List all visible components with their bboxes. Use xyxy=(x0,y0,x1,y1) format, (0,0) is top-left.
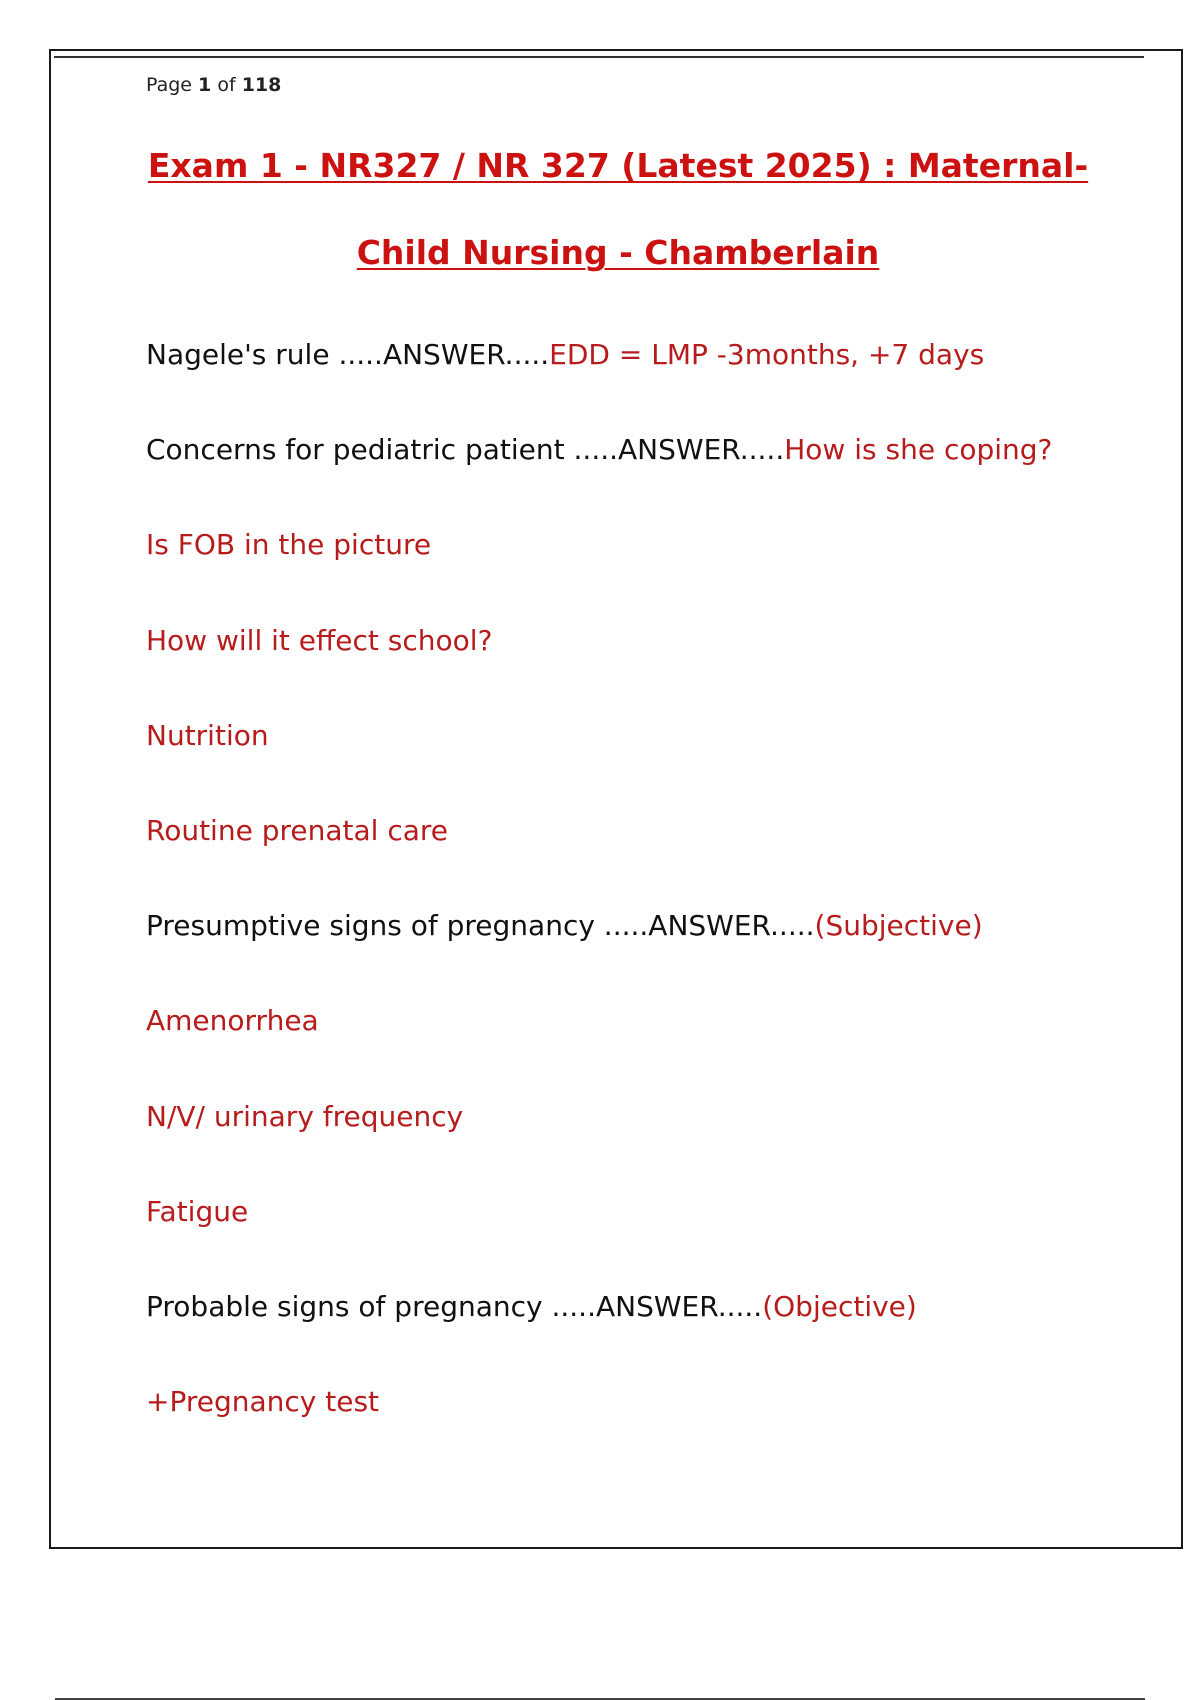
entry-answer: EDD = LMP -3months, +7 days xyxy=(549,338,985,371)
entry-nageles-rule xyxy=(146,338,984,371)
entry-answer: N/V/ urinary frequency xyxy=(146,1100,464,1133)
document-title-line-2: Child Nursing - Chamberlain xyxy=(356,233,880,272)
top-divider xyxy=(54,56,1144,58)
entry-pediatric-concerns xyxy=(146,433,1052,466)
entry-answer: Amenorrhea xyxy=(146,1004,319,1037)
entry-answer-line xyxy=(146,1385,379,1418)
entry-answer: Is FOB in the picture xyxy=(146,528,432,561)
entry-answer: (Objective) xyxy=(762,1290,917,1323)
entry-answer-line xyxy=(146,1004,319,1037)
entry-question: Presumptive signs of pregnancy .....ANSWER..... xyxy=(146,909,815,942)
document-title-line-1: Exam 1 - NR327 / NR 327 (Latest 2025) : Maternal- xyxy=(147,146,1089,185)
entry-answer-line xyxy=(146,1100,463,1133)
entry-presumptive-signs xyxy=(146,909,983,942)
entry-answer-line xyxy=(146,528,431,561)
entry-probable-signs xyxy=(146,1290,917,1323)
page-number xyxy=(146,74,281,96)
document-page-frame xyxy=(49,49,1183,1549)
entry-answer: How will it effect school? xyxy=(146,624,493,657)
entry-answer: (Subjective) xyxy=(814,909,983,942)
page-label: Page xyxy=(146,74,192,96)
entry-question: Concerns for pediatric patient .....ANSWER..... xyxy=(146,433,785,466)
entry-answer: Routine prenatal care xyxy=(146,814,448,847)
entry-answer-line xyxy=(146,1195,248,1228)
entry-answer-line xyxy=(146,719,269,752)
entry-answer-line xyxy=(146,624,492,657)
entry-answer-line xyxy=(146,814,448,847)
page-current: 1 xyxy=(198,74,212,96)
entry-answer: +Pregnancy test xyxy=(146,1385,380,1418)
page-total: 118 xyxy=(241,74,282,96)
entry-question: Nagele's rule .....ANSWER..... xyxy=(146,338,550,371)
entry-question: Probable signs of pregnancy .....ANSWER..... xyxy=(146,1290,763,1323)
page-of: of xyxy=(217,74,236,96)
entry-answer: Nutrition xyxy=(146,719,269,752)
entry-answer: Fatigue xyxy=(146,1195,249,1228)
entry-answer: How is she coping? xyxy=(784,433,1053,466)
